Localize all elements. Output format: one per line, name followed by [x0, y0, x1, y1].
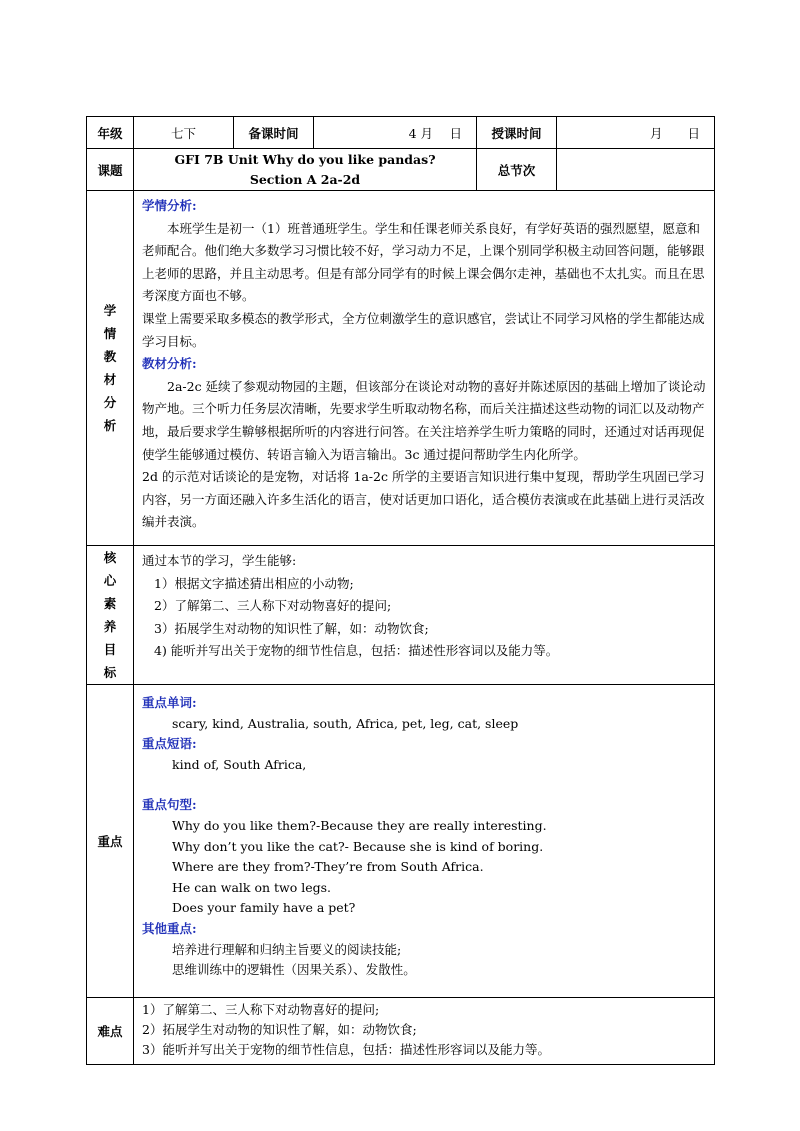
topic-label: 课题	[87, 149, 134, 191]
lesson-title	[134, 149, 477, 191]
goals-row	[87, 546, 715, 685]
total-lessons-value	[557, 149, 715, 191]
difficulties-content	[134, 998, 715, 1065]
student-analysis-heading: 学情分析:	[142, 198, 197, 213]
other-keypoint: 培养进行理解和归纳主旨要义的阅读技能;	[172, 941, 402, 957]
lesson-plan-table	[86, 116, 715, 1065]
other-keypoint: 思维训练中的逻辑性（因果关系）、发散性。	[172, 962, 416, 978]
goal-item: 4) 能听并写出关于宠物的细节性信息，包括：描述性形容词以及能力等。	[154, 643, 559, 659]
analysis-content	[134, 191, 715, 546]
difficulties-label: 难点	[87, 998, 134, 1065]
goal-item: 3）拓展学生对动物的知识性了解，如：动物饮食;	[154, 620, 429, 636]
keypoints-label: 重点	[87, 685, 134, 998]
teach-time-value: 月 日	[557, 117, 715, 149]
spacer	[142, 775, 706, 795]
keypoints-row	[87, 685, 715, 998]
difficulties-row	[87, 998, 715, 1065]
student-analysis-paragraph-2: 课堂上需要采取多模态的教学形式，全方位刺激学生的意识感官，尝试让不同学习风格的学生都能达成学习目标。	[142, 310, 705, 349]
other-keypoints-heading: 其他重点:	[142, 920, 197, 936]
key-sentence: Why do you like them?-Because they are really interesting.	[172, 817, 547, 833]
grade-value: 七下	[134, 117, 234, 149]
analysis-row	[87, 191, 715, 546]
key-sentence: Does your family have a pet?	[172, 900, 356, 916]
prep-time-label: 备课时间	[234, 117, 314, 149]
difficulty-item: 3）能听并写出关于宠物的细节性信息，包括：描述性形容词以及能力等。	[142, 1042, 550, 1057]
header-row	[87, 117, 715, 149]
grade-label: 年级	[87, 117, 134, 149]
student-analysis-paragraph-1: 本班学生是初一（1）班普通班学生。学生和任课老师关系良好，有学好英语的强烈愿望，愿意和老师配合。他们绝大多数学习习惯比较不好，学习动力不足，上课个别同学积极主动回答问题，能够跟上老师的思路，并且主动思考。但是有部分同学有的时候上课会偶尔走神，基础也不太扎实。而且在思考深度方面也不够。	[142, 220, 705, 304]
key-phrases-heading: 重点短语:	[142, 736, 197, 752]
goals-intro: 通过本节的学习，学生能够:	[142, 553, 297, 568]
lesson-title-line2: Section A 2a-2d	[249, 171, 361, 187]
key-sentence: Why don’t you like the cat?- Because she is kind of boring.	[172, 838, 544, 854]
goals-content	[134, 546, 715, 685]
goal-item: 1）根据文字描述猜出相应的小动物;	[154, 575, 354, 591]
key-sentences-heading: 重点句型:	[142, 797, 197, 813]
goal-item: 2）了解第二、三人称下对动物喜好的提问;	[154, 598, 392, 614]
key-words-heading: 重点单词:	[142, 695, 197, 710]
total-lessons-label: 总节次	[477, 149, 557, 191]
material-analysis-heading: 教材分析:	[142, 356, 197, 372]
lesson-title-line1: GFI 7B Unit Why do you like pandas?	[174, 151, 436, 167]
goals-label-cell	[87, 546, 134, 685]
material-analysis-paragraph-1: 2a-2c 延续了参观动物园的主题，但该部分在谈论对动物的喜好并陈述原因的基础上增加了谈论动物产地。三个听力任务层次清晰，先要求学生听取动物名称，而后关注描述这些动物的词汇以及动物产地，最后要求学生鞥够根据所听的内容进行问答。在关注培养学生听力策略的同时，还通过对话再现促使学生能够通过模仿、转语言输入为语言输出。3c 通过提问帮助学生内化所学。	[142, 378, 706, 462]
key-sentence: He can walk on two legs.	[172, 879, 332, 895]
prep-time-value: 4 月 日	[314, 117, 477, 149]
analysis-label-cell	[87, 191, 134, 546]
key-phrases: kind of, South Africa,	[172, 756, 307, 772]
material-analysis-paragraph-2: 2d 的示范对话谈论的是宠物，对话将 1a-2c 所学的主要语言知识进行集中复现，帮助学生巩固已学习内容，另一方面还融入许多生活化的语言，使对话更加口语化，适合模仿表演或在此基础上进行灵活改编并表演。	[142, 469, 705, 530]
goals-label: 核心素养目标	[103, 550, 117, 680]
topic-row	[87, 149, 715, 191]
key-sentence: Where are they from?-They’re from South Africa.	[172, 859, 484, 875]
difficulty-item: 1）了解第二、三人称下对动物喜好的提问;	[142, 1002, 380, 1017]
teach-time-label: 授课时间	[477, 117, 557, 149]
keypoints-content	[134, 685, 715, 998]
difficulty-item: 2）拓展学生对动物的知识性了解，如：动物饮食;	[142, 1022, 417, 1037]
analysis-label: 学情教材分析	[103, 303, 117, 433]
key-words: scary, kind, Australia, south, Africa, pet, leg, cat, sleep	[172, 715, 519, 731]
